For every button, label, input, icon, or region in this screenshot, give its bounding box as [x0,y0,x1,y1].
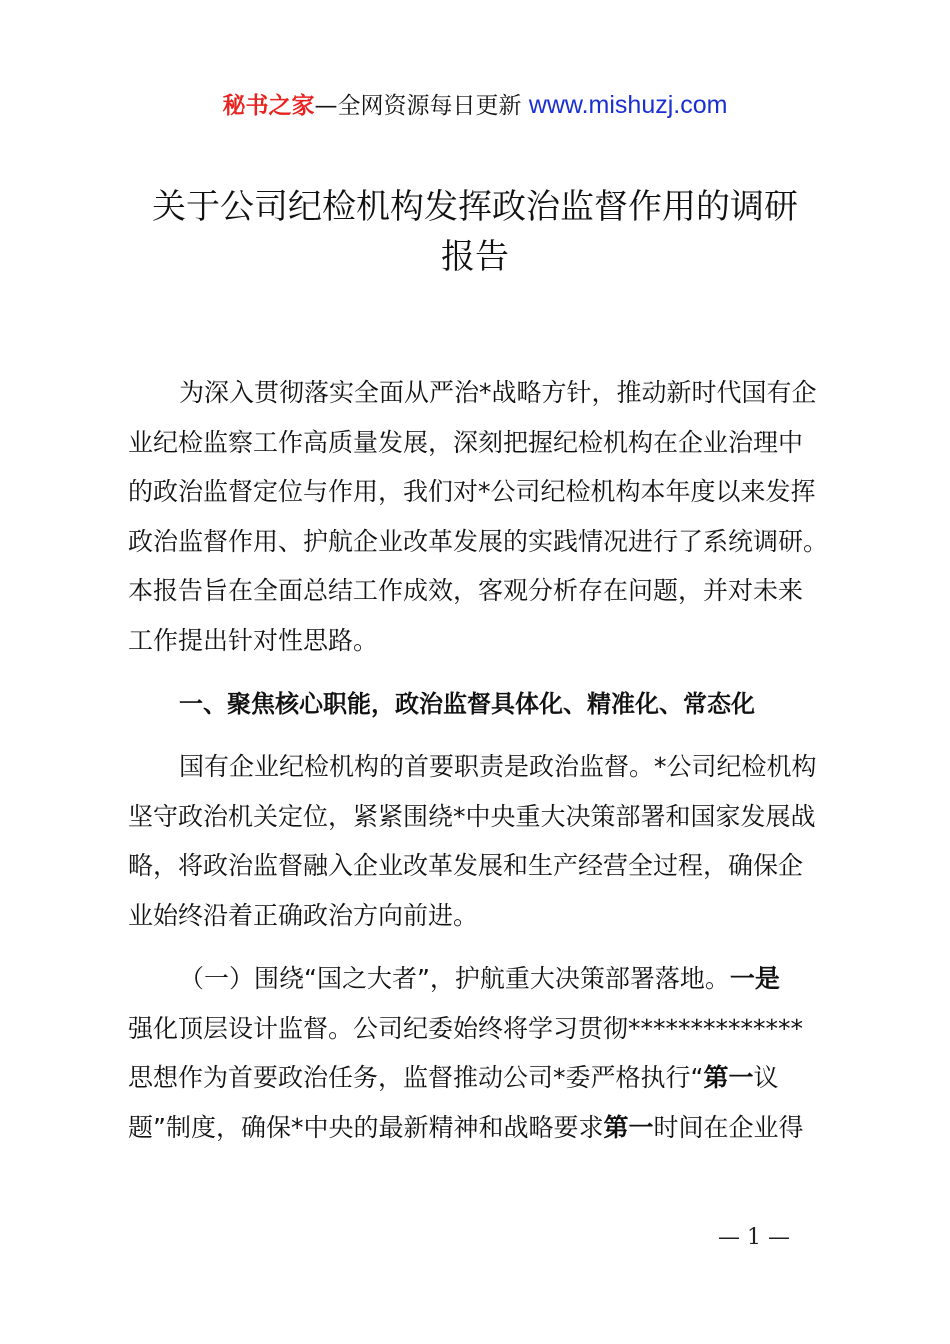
title-line-2: 报告 [441,237,509,277]
text-line: 国有企业纪检机构的首要职责是政治监督。*公司纪检机构 [179,752,817,781]
intro-paragraph [128,368,838,666]
text-line [128,1053,838,1103]
site-link[interactable]: www.mishuzj.com [528,91,728,119]
text-line: 强化顶层设计监督。公司纪委始终将学习贯彻************** [128,1013,804,1043]
page-number: — 1 — [718,1225,790,1250]
text-line: 工作提出针对性思路。 [128,625,379,655]
text-line: 业纪检监察工作高质量发展，深刻把握纪检机构在企业治理中 [128,427,804,457]
text-line: 的政治监督定位与作用，我们对*公司纪检机构本年度以来发挥 [128,477,816,507]
text-line: 略，将政治监督融入企业改革发展和生产经营全过程，确保企 [128,851,804,881]
text-line [128,954,838,1004]
section-1-heading: 一、聚焦核心职能，政治监督具体化、精准化、常态化 [179,690,755,718]
section-heading [128,680,838,730]
subsection-1-paragraph [128,954,838,1152]
text-line: 本报告旨在全面总结工作成效，客观分析存在问题，并对未来 [128,576,804,606]
text-span: 思想作为首要政治任务，监督推动公司*委严格执行“ [128,1063,704,1093]
subsection-heading: （一）围绕“国之大者”，护航重大决策部署落地。 [179,964,730,993]
section-1-paragraph [128,742,838,940]
bold-text: 一是 [729,964,780,993]
text-span: 题”制度，确保*中央的最新精神和战略要求 [128,1112,604,1142]
text-line: 业始终沿着正确政治方向前进。 [128,900,479,930]
text-line: 坚守政治机关定位，紧紧围绕*中央重大决策部署和国家发展战 [128,801,816,831]
text-span: 议 [753,1063,779,1093]
text-line: 政治监督作用、护航企业改革发展的实践情况进行了系统调研。 [128,526,829,556]
bold-text: 第一 [703,1063,754,1093]
watermark-header [0,88,950,123]
text-line: 为深入贯彻落实全面从严治*战略方针，推动新时代国有企 [179,378,817,407]
text-span: 时间在企业得 [653,1112,804,1142]
title-line-1: 关于公司纪检机构发挥政治监督作用的调研 [152,187,798,227]
header-tagline: —全网资源每日更新 [314,93,529,119]
brand-name: 秘书之家 [222,93,315,119]
text-line [128,1103,838,1153]
document-title [0,182,950,282]
bold-text: 第一 [603,1112,654,1142]
